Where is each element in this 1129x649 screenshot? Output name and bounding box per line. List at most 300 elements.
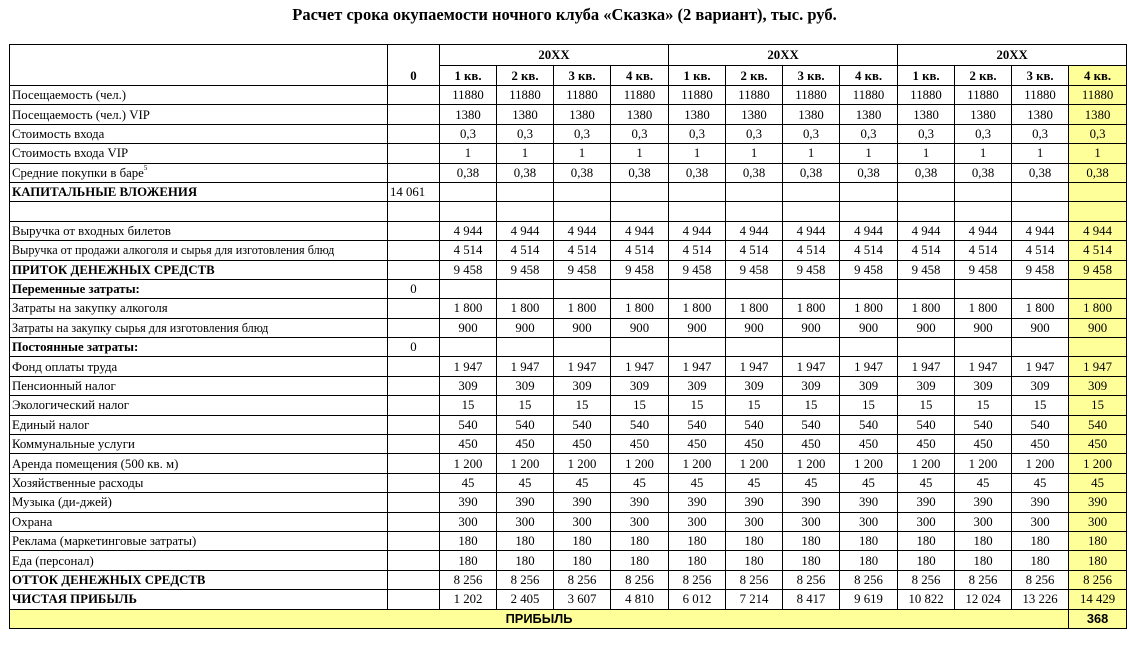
value-cell: 390 [1069, 493, 1127, 512]
row-label [10, 551, 388, 570]
value-cell: 1 [554, 144, 611, 163]
value-cell: 1 947 [440, 357, 497, 376]
value-cell: 8 256 [726, 570, 783, 589]
value-cell [783, 182, 840, 201]
value-cell: 300 [611, 512, 669, 531]
value-cell: 1 [898, 144, 955, 163]
value-cell: 540 [1012, 415, 1069, 434]
value-cell: 1 800 [840, 299, 898, 318]
row-label-text: Пенсионный налог [12, 379, 116, 394]
value-cell [440, 182, 497, 201]
value-cell: 1 200 [554, 454, 611, 473]
row-label [10, 415, 388, 434]
value-cell: 11880 [955, 86, 1012, 105]
value-cell: 1 200 [840, 454, 898, 473]
value-cell: 8 256 [955, 570, 1012, 589]
row-label [10, 124, 388, 143]
value-cell [440, 338, 497, 357]
value-cell: 0,3 [669, 124, 726, 143]
value-cell: 4 810 [611, 590, 669, 609]
row-label-text: Аренда помещения (500 кв. м) [12, 456, 179, 471]
value-cell: 11880 [1012, 86, 1069, 105]
value-cell: 1380 [669, 105, 726, 124]
value-cell: 450 [840, 435, 898, 454]
value-cell: 15 [840, 396, 898, 415]
value-cell: 300 [1069, 512, 1127, 531]
value-cell: 45 [955, 473, 1012, 492]
value-cell: 1 [669, 144, 726, 163]
value-cell [726, 202, 783, 221]
value-cell: 1 [783, 144, 840, 163]
value-cell [1012, 182, 1069, 201]
value-cell: 4 514 [440, 241, 497, 260]
value-cell: 309 [840, 376, 898, 395]
value-cell: 390 [497, 493, 554, 512]
value-cell: 4 944 [840, 221, 898, 240]
value-cell: 7 214 [726, 590, 783, 609]
value-cell [898, 279, 955, 298]
table-row [10, 493, 1127, 512]
value-cell: 4 514 [840, 241, 898, 260]
value-cell: 309 [669, 376, 726, 395]
value-cell: 0,38 [440, 163, 497, 182]
initial-value-cell [388, 144, 440, 163]
header-row-years [10, 45, 1127, 66]
row-label [10, 86, 388, 105]
value-cell: 1 947 [726, 357, 783, 376]
value-cell: 180 [726, 531, 783, 550]
header-quarter: 3 кв. [554, 66, 611, 86]
value-cell: 1 [440, 144, 497, 163]
value-cell: 2 405 [497, 590, 554, 609]
value-cell: 45 [898, 473, 955, 492]
value-cell: 0,38 [840, 163, 898, 182]
value-cell: 45 [440, 473, 497, 492]
value-cell: 15 [783, 396, 840, 415]
value-cell: 180 [955, 531, 1012, 550]
value-cell: 309 [611, 376, 669, 395]
row-label [10, 221, 388, 240]
value-cell [1069, 279, 1127, 298]
value-cell: 390 [554, 493, 611, 512]
value-cell: 45 [840, 473, 898, 492]
value-cell: 309 [783, 376, 840, 395]
value-cell: 450 [1069, 435, 1127, 454]
value-cell: 4 514 [669, 241, 726, 260]
value-cell: 180 [440, 551, 497, 570]
value-cell: 45 [611, 473, 669, 492]
value-cell: 0,38 [783, 163, 840, 182]
table-row [10, 338, 1127, 357]
value-cell: 1380 [955, 105, 1012, 124]
value-cell: 450 [783, 435, 840, 454]
value-cell: 1 800 [554, 299, 611, 318]
value-cell: 450 [898, 435, 955, 454]
value-cell: 9 458 [898, 260, 955, 279]
table-row [10, 590, 1127, 609]
row-label-text: Переменные затраты: [12, 282, 140, 297]
value-cell: 4 514 [611, 241, 669, 260]
row-label-text: Выручка от входных билетов [12, 223, 171, 238]
row-label [10, 338, 388, 357]
value-cell: 540 [669, 415, 726, 434]
value-cell: 309 [955, 376, 1012, 395]
value-cell: 900 [955, 318, 1012, 337]
row-label-text: Затраты на закупку алкоголя [12, 301, 168, 316]
table-row [10, 318, 1127, 337]
value-cell: 4 944 [440, 221, 497, 240]
value-cell: 540 [440, 415, 497, 434]
value-cell [669, 279, 726, 298]
header-label-cell [10, 45, 388, 86]
value-cell: 309 [1069, 376, 1127, 395]
value-cell: 300 [898, 512, 955, 531]
value-cell [955, 182, 1012, 201]
table-row [10, 415, 1127, 434]
value-cell: 1 200 [497, 454, 554, 473]
value-cell: 180 [898, 551, 955, 570]
initial-value-cell [388, 357, 440, 376]
value-cell: 900 [554, 318, 611, 337]
value-cell: 1380 [726, 105, 783, 124]
value-cell [497, 182, 554, 201]
value-cell: 8 256 [898, 570, 955, 589]
value-cell: 300 [955, 512, 1012, 531]
value-cell: 1 [1012, 144, 1069, 163]
value-cell: 4 944 [1012, 221, 1069, 240]
value-cell: 45 [1012, 473, 1069, 492]
table-row [10, 531, 1127, 550]
value-cell: 1380 [898, 105, 955, 124]
value-cell: 390 [1012, 493, 1069, 512]
table-row [10, 376, 1127, 395]
value-cell: 180 [1012, 531, 1069, 550]
value-cell: 1 800 [1012, 299, 1069, 318]
value-cell: 1 200 [898, 454, 955, 473]
header-quarter: 2 кв. [955, 66, 1012, 86]
initial-value-cell [388, 86, 440, 105]
table-row [10, 357, 1127, 376]
row-label [10, 435, 388, 454]
value-cell: 1 [840, 144, 898, 163]
value-cell: 11880 [726, 86, 783, 105]
value-cell: 8 256 [669, 570, 726, 589]
initial-value-cell [388, 551, 440, 570]
row-label-text: ОТТОК ДЕНЕЖНЫХ СРЕДСТВ [12, 572, 206, 587]
value-cell: 180 [497, 551, 554, 570]
value-cell: 1 [611, 144, 669, 163]
row-label [10, 531, 388, 550]
value-cell: 180 [726, 551, 783, 570]
value-cell: 1 200 [611, 454, 669, 473]
value-cell: 1 200 [726, 454, 783, 473]
value-cell [1069, 338, 1127, 357]
value-cell: 0,3 [840, 124, 898, 143]
value-cell: 450 [440, 435, 497, 454]
table-row [10, 86, 1127, 105]
value-cell: 180 [840, 531, 898, 550]
value-cell: 4 944 [554, 221, 611, 240]
value-cell: 180 [1069, 531, 1127, 550]
value-cell: 0,38 [497, 163, 554, 182]
value-cell: 300 [669, 512, 726, 531]
value-cell: 0,38 [611, 163, 669, 182]
value-cell: 540 [497, 415, 554, 434]
value-cell: 0,3 [955, 124, 1012, 143]
value-cell: 4 944 [497, 221, 554, 240]
value-cell: 1 200 [669, 454, 726, 473]
value-cell: 14 429 [1069, 590, 1127, 609]
header-quarter: 3 кв. [1012, 66, 1069, 86]
initial-value-cell [388, 454, 440, 473]
table-row [10, 396, 1127, 415]
table-row [10, 454, 1127, 473]
value-cell: 0,38 [726, 163, 783, 182]
value-cell: 1 200 [955, 454, 1012, 473]
value-cell: 1 800 [669, 299, 726, 318]
row-label-text: КАПИТАЛЬНЫЕ ВЛОЖЕНИЯ [12, 185, 198, 200]
value-cell: 3 607 [554, 590, 611, 609]
value-cell: 180 [611, 551, 669, 570]
value-cell: 1 200 [783, 454, 840, 473]
value-cell: 180 [898, 531, 955, 550]
value-cell [840, 279, 898, 298]
initial-value-cell [388, 590, 440, 609]
value-cell [669, 338, 726, 357]
table-row [10, 473, 1127, 492]
value-cell: 300 [840, 512, 898, 531]
initial-value-cell [388, 415, 440, 434]
initial-value-cell [388, 202, 440, 221]
value-cell [898, 202, 955, 221]
value-cell: 8 256 [554, 570, 611, 589]
value-cell: 8 256 [1012, 570, 1069, 589]
initial-value-cell [388, 435, 440, 454]
value-cell: 0,3 [611, 124, 669, 143]
row-label [10, 260, 388, 279]
value-cell: 1380 [783, 105, 840, 124]
value-cell: 45 [554, 473, 611, 492]
table-row [10, 279, 1127, 298]
value-cell: 390 [783, 493, 840, 512]
value-cell: 9 458 [726, 260, 783, 279]
value-cell: 0,3 [726, 124, 783, 143]
value-cell [726, 338, 783, 357]
footer-label: ПРИБЫЛЬ [10, 609, 1069, 628]
row-label [10, 144, 388, 163]
value-cell: 1 947 [898, 357, 955, 376]
value-cell: 540 [840, 415, 898, 434]
value-cell [497, 279, 554, 298]
value-cell: 1380 [840, 105, 898, 124]
value-cell: 309 [440, 376, 497, 395]
value-cell [611, 202, 669, 221]
row-label [10, 241, 388, 260]
value-cell: 180 [554, 531, 611, 550]
value-cell: 180 [1012, 551, 1069, 570]
value-cell: 0,3 [554, 124, 611, 143]
value-cell: 1 947 [554, 357, 611, 376]
value-cell: 1 947 [840, 357, 898, 376]
value-cell: 11880 [898, 86, 955, 105]
value-cell: 1 800 [611, 299, 669, 318]
value-cell: 12 024 [955, 590, 1012, 609]
value-cell: 450 [669, 435, 726, 454]
value-cell: 900 [611, 318, 669, 337]
initial-value-cell [388, 163, 440, 182]
value-cell [840, 338, 898, 357]
value-cell [669, 182, 726, 201]
value-cell: 180 [440, 531, 497, 550]
table-row [10, 221, 1127, 240]
header-quarter: 1 кв. [898, 66, 955, 86]
value-cell: 15 [440, 396, 497, 415]
value-cell: 4 944 [955, 221, 1012, 240]
value-cell: 1 200 [1069, 454, 1127, 473]
value-cell [669, 202, 726, 221]
initial-value-cell [388, 299, 440, 318]
header-year-3: 20XX [898, 45, 1127, 66]
row-label [10, 202, 388, 221]
value-cell: 15 [611, 396, 669, 415]
value-cell [1069, 182, 1127, 201]
row-label-text: ПРИТОК ДЕНЕЖНЫХ СРЕДСТВ [12, 262, 215, 277]
value-cell: 4 944 [1069, 221, 1127, 240]
value-cell: 180 [1069, 551, 1127, 570]
row-label-text: Коммунальные услуги [12, 437, 135, 452]
header-quarter: 1 кв. [440, 66, 497, 86]
value-cell: 11880 [611, 86, 669, 105]
value-cell: 1 947 [669, 357, 726, 376]
value-cell: 900 [840, 318, 898, 337]
initial-value-cell [388, 512, 440, 531]
row-label [10, 473, 388, 492]
header-quarter: 4 кв. [1069, 66, 1127, 86]
row-label [10, 105, 388, 124]
value-cell: 1380 [440, 105, 497, 124]
value-cell: 4 514 [554, 241, 611, 260]
value-cell: 0,3 [1069, 124, 1127, 143]
value-cell: 0,38 [955, 163, 1012, 182]
value-cell: 15 [669, 396, 726, 415]
value-cell: 45 [1069, 473, 1127, 492]
value-cell: 0,3 [783, 124, 840, 143]
value-cell: 4 514 [1012, 241, 1069, 260]
value-cell: 15 [898, 396, 955, 415]
row-label [10, 512, 388, 531]
value-cell: 1 800 [955, 299, 1012, 318]
value-cell: 540 [611, 415, 669, 434]
table-row [10, 202, 1127, 221]
value-cell [955, 202, 1012, 221]
value-cell: 450 [955, 435, 1012, 454]
table-row [10, 124, 1127, 143]
row-label-text: Еда (персонал) [12, 553, 94, 568]
value-cell: 450 [611, 435, 669, 454]
value-cell: 390 [840, 493, 898, 512]
payback-table [9, 44, 1127, 629]
value-cell: 9 458 [783, 260, 840, 279]
value-cell: 0,38 [1012, 163, 1069, 182]
value-cell: 0,3 [1012, 124, 1069, 143]
row-label-text: Экологический налог [12, 398, 130, 413]
value-cell: 300 [440, 512, 497, 531]
value-cell: 45 [497, 473, 554, 492]
row-label-text: Выручка от продажи алкоголя и сырья для изготовления блюд [12, 243, 335, 258]
value-cell: 0,3 [898, 124, 955, 143]
row-label-text: Охрана [12, 514, 53, 529]
value-cell [611, 338, 669, 357]
table-row [10, 163, 1127, 182]
value-cell: 1380 [497, 105, 554, 124]
value-cell: 540 [1069, 415, 1127, 434]
value-cell: 900 [1069, 318, 1127, 337]
initial-value-cell [388, 221, 440, 240]
initial-value-cell [388, 396, 440, 415]
row-label [10, 318, 388, 337]
value-cell: 1 800 [497, 299, 554, 318]
value-cell: 0,3 [497, 124, 554, 143]
value-cell: 180 [611, 531, 669, 550]
row-label [10, 299, 388, 318]
value-cell: 15 [955, 396, 1012, 415]
table-row [10, 144, 1127, 163]
header-quarter: 4 кв. [611, 66, 669, 86]
value-cell: 11880 [840, 86, 898, 105]
value-cell [840, 182, 898, 201]
header-quarter: 4 кв. [840, 66, 898, 86]
header-year-1: 20XX [440, 45, 669, 66]
row-label [10, 279, 388, 298]
value-cell: 900 [726, 318, 783, 337]
row-label-text: Фонд оплаты труда [12, 359, 118, 374]
initial-value-cell [388, 531, 440, 550]
value-cell: 8 256 [840, 570, 898, 589]
value-cell: 540 [554, 415, 611, 434]
value-cell: 390 [898, 493, 955, 512]
value-cell: 11880 [1069, 86, 1127, 105]
value-cell: 390 [611, 493, 669, 512]
initial-value-cell [388, 570, 440, 589]
value-cell: 0,38 [554, 163, 611, 182]
value-cell: 1 [497, 144, 554, 163]
value-cell: 1 200 [440, 454, 497, 473]
value-cell [783, 202, 840, 221]
value-cell: 1 947 [955, 357, 1012, 376]
footer-value: 368 [1069, 609, 1127, 628]
value-cell: 900 [669, 318, 726, 337]
value-cell [440, 279, 497, 298]
value-cell [898, 182, 955, 201]
value-cell [497, 202, 554, 221]
value-cell: 13 226 [1012, 590, 1069, 609]
value-cell [955, 338, 1012, 357]
value-cell [1069, 202, 1127, 221]
value-cell: 1 [1069, 144, 1127, 163]
value-cell: 4 944 [898, 221, 955, 240]
value-cell: 900 [497, 318, 554, 337]
row-label-text: Музыка (ди-джей) [12, 495, 112, 510]
value-cell: 8 256 [783, 570, 840, 589]
value-cell: 9 458 [669, 260, 726, 279]
value-cell: 180 [669, 551, 726, 570]
value-cell: 9 458 [497, 260, 554, 279]
value-cell: 1 947 [1012, 357, 1069, 376]
value-cell: 4 514 [955, 241, 1012, 260]
header-quarter: 3 кв. [783, 66, 840, 86]
value-cell: 1 800 [1069, 299, 1127, 318]
initial-value-cell [388, 493, 440, 512]
